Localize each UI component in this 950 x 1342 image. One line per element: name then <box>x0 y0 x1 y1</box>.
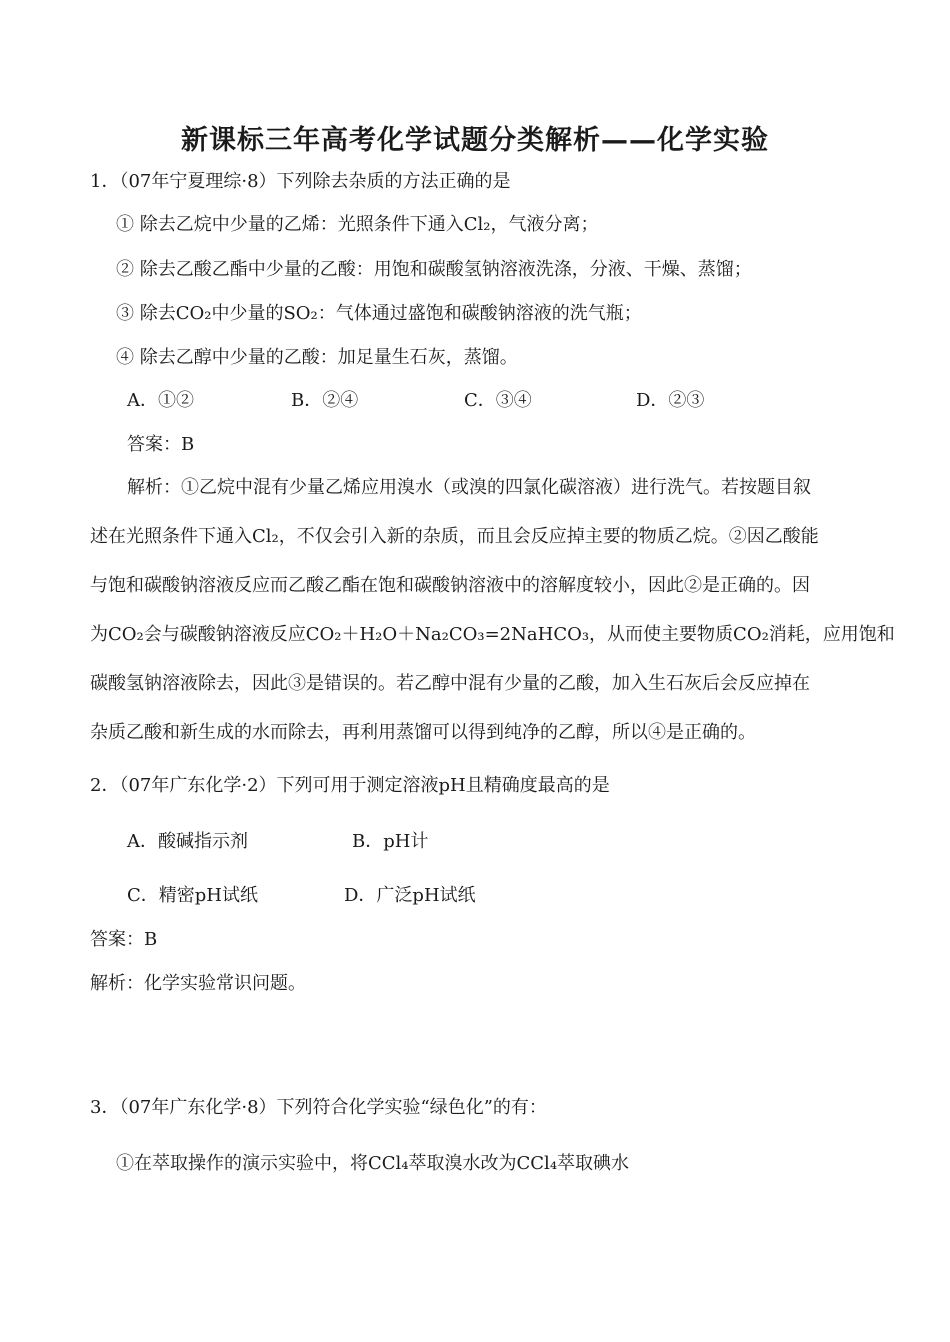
question-1-option-c: C．③④ <box>464 390 532 411</box>
question-1-answer: 答案：B <box>127 434 195 455</box>
question-2-option-c: C．精密pH试纸 <box>127 885 258 906</box>
question-2-option-a: A．酸碱指示剂 <box>127 831 248 852</box>
question-1-stem: 1．（07年宁夏理综·8）下列除去杂质的方法正确的是 <box>90 171 511 192</box>
question-1-analysis-line-4: 为CO₂会与碳酸钠溶液反应CO₂＋H₂O＋Na₂CO₃=2NaHCO₃，从而使主要物质CO₂消耗，应用饱和 <box>90 624 895 645</box>
question-2-option-b: B．pH计 <box>352 831 429 852</box>
document-title: 新课标三年高考化学试题分类解析——化学实验 <box>181 125 769 156</box>
question-2-analysis: 解析：化学实验常识问题。 <box>90 973 306 994</box>
question-1-option-a: A．①② <box>127 390 194 411</box>
question-1-option-b: B．②④ <box>291 390 359 411</box>
question-1-analysis-line-5: 碳酸氢钠溶液除去，因此③是错误的。若乙醇中混有少量的乙酸，加入生石灰后会反应掉在 <box>90 673 810 694</box>
question-2-option-d: D．广泛pH试纸 <box>344 885 476 906</box>
question-3-stem: 3．（07年广东化学·8）下列符合化学实验“绿色化”的有： <box>90 1097 547 1118</box>
question-3-item-1: ①在萃取操作的演示实验中，将CCl₄萃取溴水改为CCl₄萃取碘水 <box>116 1153 630 1174</box>
question-1-item-4: ④ 除去乙醇中少量的乙酸：加足量生石灰，蒸馏。 <box>116 347 518 368</box>
question-1-item-3: ③ 除去CO₂中少量的SO₂：气体通过盛饱和碳酸钠溶液的洗气瓶； <box>116 303 642 324</box>
question-1-analysis-line-1: 解析：①乙烷中混有少量乙烯应用溴水（或溴的四氯化碳溶液）进行洗气。若按题目叙 <box>127 477 811 498</box>
question-1-item-2: ② 除去乙酸乙酯中少量的乙酸：用饱和碳酸氢钠溶液洗涤，分液、干燥、蒸馏； <box>116 259 752 280</box>
question-2-answer: 答案：B <box>90 929 158 950</box>
question-1-item-1: ① 除去乙烷中少量的乙烯：光照条件下通入Cl₂，气液分离； <box>116 214 599 235</box>
question-1-analysis-line-3: 与饱和碳酸钠溶液反应而乙酸乙酯在饱和碳酸钠溶液中的溶解度较小，因此②是正确的。因 <box>90 575 810 596</box>
question-1-option-d: D．②③ <box>636 390 705 411</box>
question-1-analysis-line-2: 述在光照条件下通入Cl₂，不仅会引入新的杂质，而且会反应掉主要的物质乙烷。②因乙酸能 <box>90 526 819 547</box>
question-2-stem: 2．（07年广东化学·2）下列可用于测定溶液pH且精确度最高的是 <box>90 775 610 796</box>
question-1-analysis-line-6: 杂质乙酸和新生成的水而除去，再利用蒸馏可以得到纯净的乙醇，所以④是正确的。 <box>90 722 756 743</box>
